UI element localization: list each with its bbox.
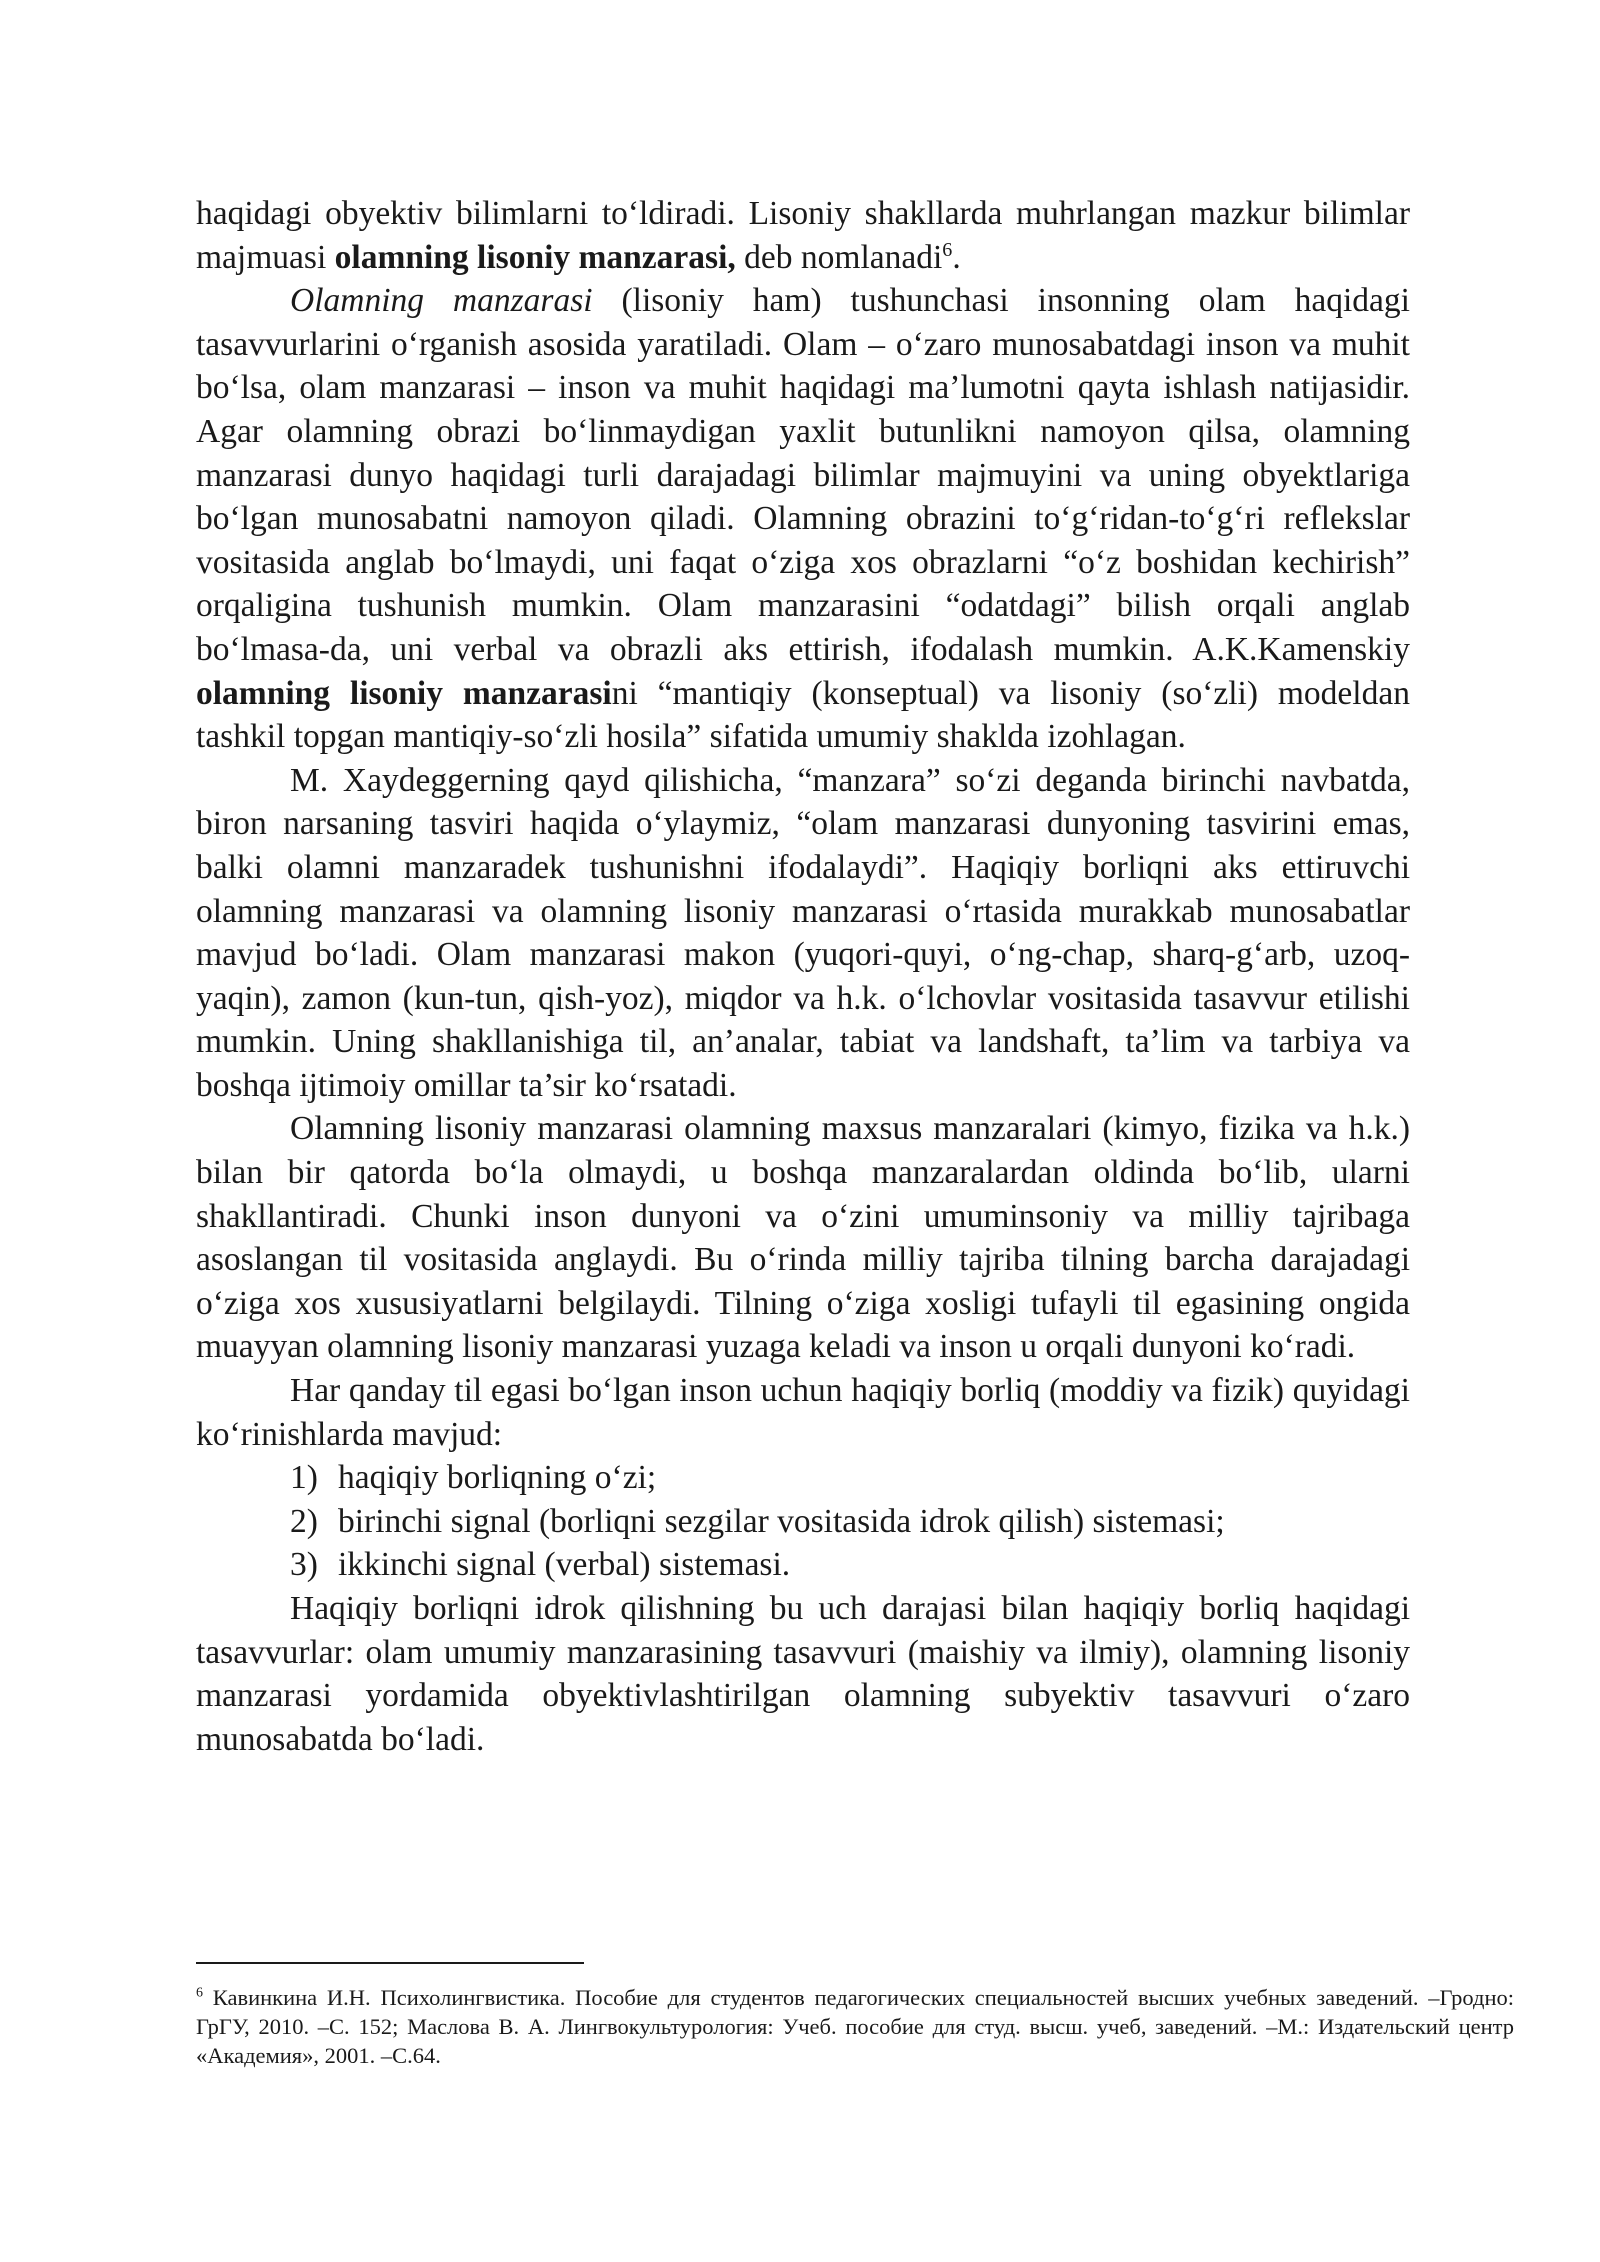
document-body [196,192,1410,1761]
footnote-separator [196,1962,584,1964]
list-text: haqiqiy borliqning o‘zi; [338,1459,657,1497]
footnote-marker: 6 [196,1985,203,2001]
paragraph [196,759,1410,1108]
text-run: Olamning lisoniy manzarasi olamning maxsus manzaralari (kimyo, fizika va h.k.) bilan bir qatorda bo‘la olmaydi, u boshqa manzaralardan oldinda bo‘lib, ularni shakllantiradi. Chunki inson dunyoni va o‘zini umuminsoniy va milliy tajribaga asoslangan til vositasida anglaydi. Bu o‘rinda milliy tajriba tilning barcha darajadagi o‘ziga xos xususiyatlarni belgilaydi. Tilning o‘ziga xosligi tufayli til egasining ongida muayyan olamning lisoniy manzarasi yuzaga keladi va inson u orqali dunyoni ko‘radi. [196,1110,1410,1366]
text-run: (lisoniy ham) tushunchasi insonning olam haqidagi tasavvurlarini o‘rganish asosida yaratiladi. Olam – o‘zaro munosabatdagi inson va muhit bo‘lsa, olam manzarasi – inson va muhit haqidagi ma’lumotni qayta ishlash natijasidir. Agar olamning obrazi bo‘linmaydigan yaxlit butunlikni namoyon qilsa, olamning manzarasi dunyo haqidagi turli darajadagi bilimlar majmuyini va uning obyektlariga bo‘lgan munosabatni namoyon qiladi. Olamning obrazini to‘g‘ridan-to‘g‘ri reflekslar vositasida anglab bo‘lmaydi, uni faqat o‘ziga xos obrazlarni “o‘z boshidan kechirish” orqaligina tushunish mumkin. Olam manzarasini “odatdagi” bilish orqali anglab bo‘lmasa-da, uni verbal va obrazli aks ettirish, ifodalash mumkin. A.K.Kamenskiy [196,282,1410,668]
bold-term: olamning lisoniy manzarasi, [334,238,736,276]
paragraph [196,192,1410,279]
list-text: birinchi signal (borliqni sezgilar vositasida idrok qilish) sistemasi; [338,1502,1225,1540]
paragraph [196,279,1410,759]
bold-term: olamning lisoniy manzarasi [196,674,612,712]
text-run: . [952,238,961,276]
text-run: deb nomlanadi [735,238,943,276]
list-text: ikkinchi signal (verbal) sistemasi. [338,1546,791,1584]
list-item [290,1500,1410,1544]
text-run: ni “mantiqiy (konseptual) va lisoniy (so‘zli) modeldan tashkil topgan mantiqiy-so‘zli hosila” sifatida umumiy shaklda izohlagan. [196,674,1410,756]
list-item [290,1543,1410,1587]
reality-levels-list [196,1456,1410,1587]
list-item [290,1456,1410,1500]
paragraph [196,1107,1410,1369]
text-run: M. Xaydeggerning qayd qilishicha, “manzara” so‘zi deganda birinchi navbatda, biron narsaning tasviri haqida o‘ylaymiz, “olam manzarasi dunyoning tasvirini emas, balki olamni manzaradek tushunishni ifodalaydi”. Haqiqiy borliqni aks ettiruvchi olamning manzarasi va olamning lisoniy manzarasi o‘rtasida murakkab munosabatlar mavjud bo‘ladi. Olam manzarasi makon (yuqori-quyi, o‘ng-chap, sharq-g‘arb, uzoq-yaqin), zamon (kun-tun, qish-yoz), miqdor va h.k. o‘lchovlar vositasida tasavvur etilishi mumkin. Uning shakllanishiga til, an’analar, tabiat va landshaft, ta’lim va tarbiya va boshqa ijtimoiy omillar ta’sir ko‘rsatadi. [196,761,1410,1104]
paragraphs [196,192,1410,1456]
closing-paragraph: Haqiqiy borliqni idrok qilishning bu uch darajasi bilan haqiqiy borliq haqidagi tasavvurlar: olam umumiy manzarasining tasavvuri (maishiy va ilmiy), olamning lisoniy manzarasi yordamida obyektivlashtirilgan olamning subyektiv tasavvuri o‘zaro munosabatda bo‘ladi. [196,1590,1410,1758]
list-number: 3) [290,1546,318,1584]
text-run: haqidagi obyektiv bilimlarni to‘ldiradi. Lisoniy shakllarda muhrlangan mazkur bilimlar majmuasi [196,195,1410,276]
list-number: 1) [290,1459,318,1497]
footnote [196,1983,1514,2070]
list-number: 2) [290,1502,318,1540]
paragraph [196,1369,1410,1456]
text-run: Har qanday til egasi bo‘lgan inson uchun haqiqiy borliq (moddiy va fizik) quyidagi ko‘rinishlarda mavjud: [196,1372,1410,1453]
footnote-reference: 6 [942,238,953,261]
footnote-text: Кавинкина И.Н. Психолингвистика. Пособие для студентов педагогических специальностей высших учебных заведений. –Гродно: ГрГУ, 2010. –С. 152; Маслова В. А. Лингвокультурология: Учеб. пособие для студ. высш. учеб, заведений. –М.: Издательский центр «Академия», 2001. –С.64. [196,1985,1514,2068]
italic-term: Olamning manzarasi [290,282,593,320]
